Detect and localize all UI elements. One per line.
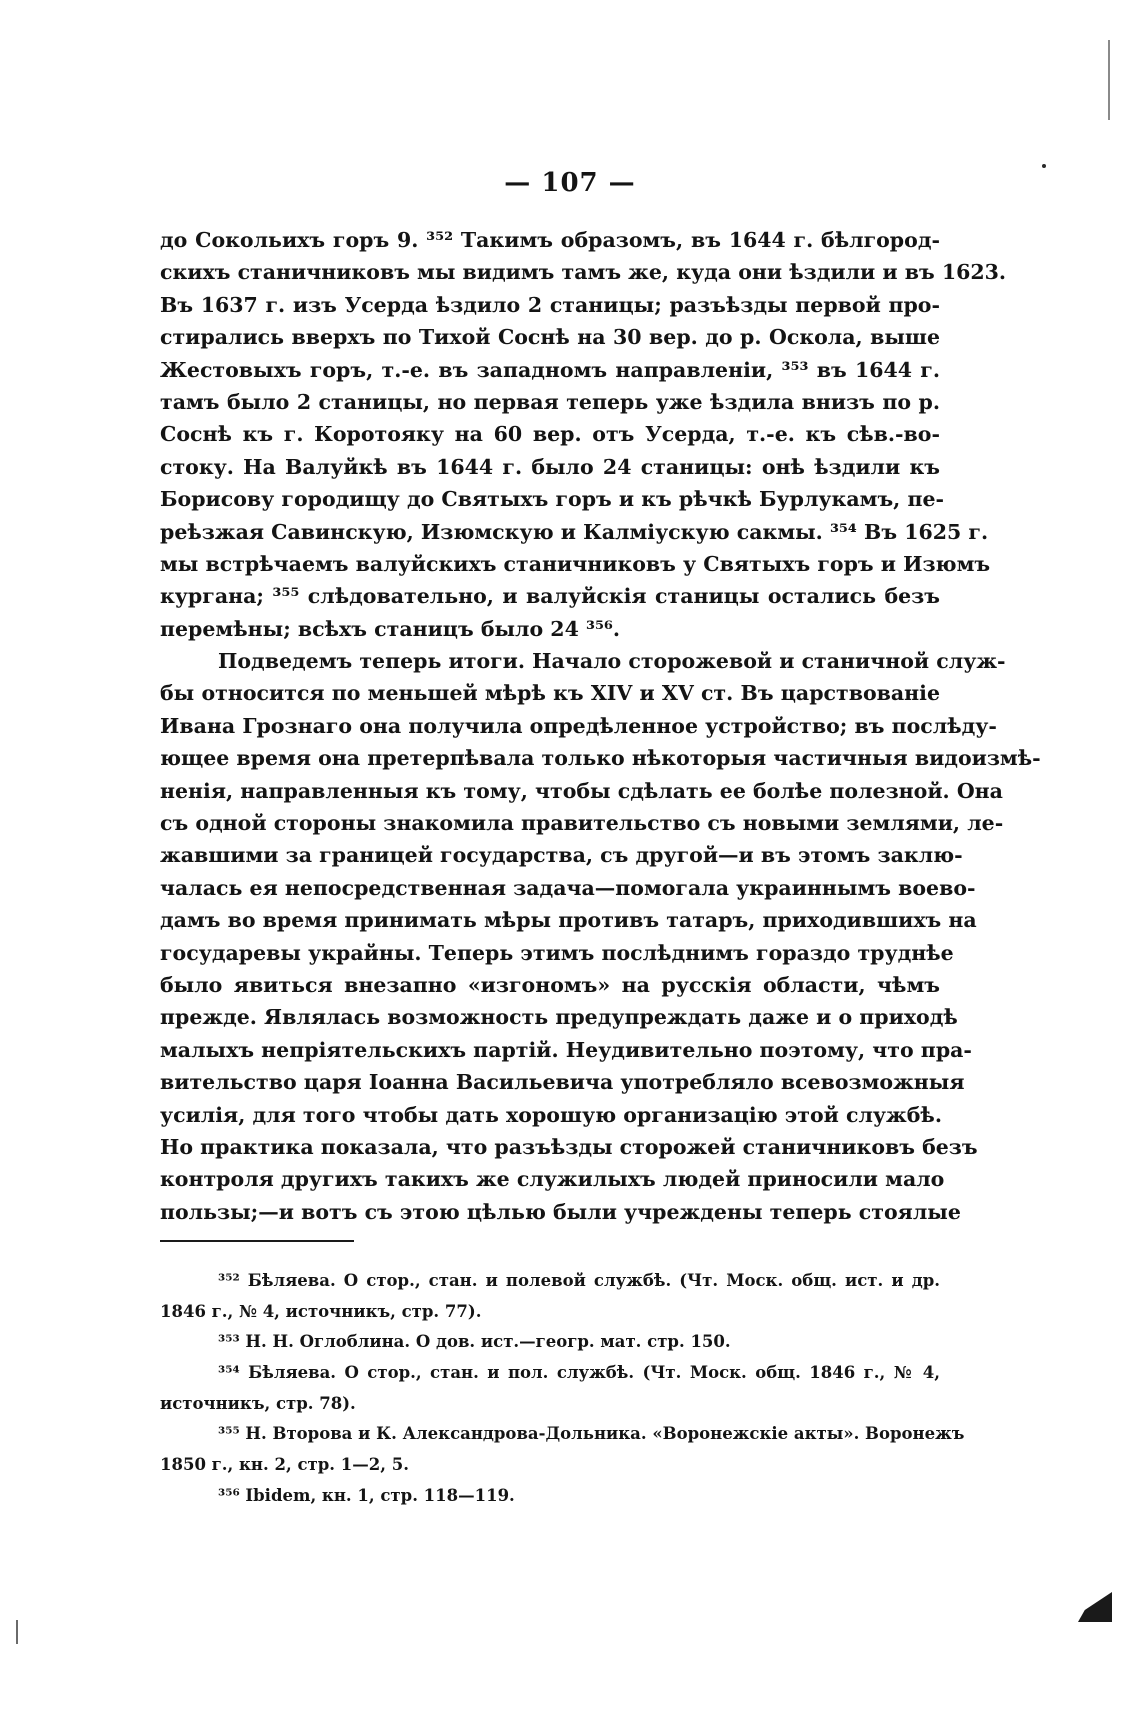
footnote-line: 1846 г., № 4, источникъ, стр. 77). (160, 1301, 482, 1321)
text-line: Ивана Грознаго она получила опредѣленное устройство; въ послѣду- (160, 713, 997, 738)
text-line: было явиться внезапно «изгономъ» на русскія области, чѣмъ (160, 972, 940, 997)
text-line: стоку. На Валуйкѣ въ 1644 г. было 24 станицы: онѣ ѣздили къ (160, 454, 940, 479)
text-line: государевы украйны. Теперь этимъ послѣднимъ гораздо труднѣе (160, 940, 954, 965)
text-line: перемѣны; всѣхъ станицъ было 24 ³⁵⁶. (160, 616, 621, 641)
footnote-line: ³⁵³ Н. Н. Оглоблина. О дов. ист.—геогр. мат. стр. 150. (218, 1332, 731, 1352)
footnote-line: ³⁵⁶ Ibidem, кн. 1, стр. 118—119. (218, 1485, 515, 1505)
text-line: Въ 1637 г. изъ Усерда ѣздило 2 станицы; разъѣзды первой про- (160, 292, 940, 317)
text-line: мы встрѣчаемъ валуйскихъ станичниковъ у Святыхъ горъ и Изюмъ (160, 551, 991, 576)
text-line: ющее время она претерпѣвала только нѣкоторыя частичныя видоизмѣ- (160, 746, 1041, 771)
footnote-line: ³⁵⁵ Н. Второва и К. Александрова-Дольника. «Воронежскіе акты». Воронежъ (218, 1424, 965, 1444)
text-line: стирались вверхъ по Тихой Соснѣ на 30 вер. до р. Оскола, выше (160, 325, 940, 350)
text-line: чалась ея непосредственная задача—помогала украиннымъ воево- (160, 875, 976, 900)
text-line: скихъ станичниковъ мы видимъ тамъ же, куда они ѣздили и въ 1623. (160, 260, 1007, 285)
paragraph-1 (160, 224, 1007, 645)
footnote-line: ³⁵² Бѣляева. О стор., стан. и полевой службѣ. (Чт. Моск. общ. ист. и др. (218, 1271, 940, 1290)
text-line: малыхъ непріятельскихъ партій. Неудивительно поэтому, что пра- (160, 1037, 972, 1062)
scan-dot (1042, 164, 1046, 168)
text-line: дамъ во время принимать мѣры противъ татаръ, приходившихъ на (160, 908, 977, 933)
text-line: реѣзжая Савинскую, Изюмскую и Калміускую сакмы. ³⁵⁴ Въ 1625 г. (160, 519, 989, 544)
text-line: кургана; ³⁵⁵ слѣдовательно, и валуйскія станицы остались безъ (160, 584, 940, 609)
scan-edge-mark (1108, 40, 1110, 120)
text-line: съ одной стороны знакомила правительство съ новыми землями, ле- (160, 811, 1004, 836)
text-line: тамъ было 2 станицы, но первая теперь уже ѣздила внизъ по р. (160, 389, 940, 414)
text-line: ненія, направленныя къ тому, чтобы сдѣлать ее болѣе полезной. Она (160, 778, 1003, 803)
text-line: до Сокольихъ горъ 9. ³⁵² Такимъ образомъ, въ 1644 г. бѣлгород- (160, 228, 940, 252)
text-line: пользы;—и вотъ съ этою цѣлью были учреждены теперь стоялые (160, 1199, 961, 1224)
text-line: Борисову городищу до Святыхъ горъ и къ рѣчкѣ Бурлукамъ, пе- (160, 487, 945, 512)
page-number: — 107 — (504, 168, 636, 198)
footnotes (160, 1266, 965, 1512)
text-line: усилія, для того чтобы дать хорошую организацію этой службѣ. (160, 1102, 942, 1127)
footnote-line: источникъ, стр. 78). (160, 1393, 356, 1413)
text-line: бы относится по меньшей мѣрѣ къ XIV и XV ст. Въ царствованіе (160, 681, 940, 706)
footnote-line: ³⁵⁴ Бѣляева. О стор., стан. и пол. службѣ. (Чт. Моск. общ. 1846 г., № 4, (218, 1363, 940, 1383)
text-line: Соснѣ къ г. Коротояку на 60 вер. отъ Усерда, т.-е. къ сѣв.-во- (160, 422, 940, 447)
body-text (160, 224, 1041, 1228)
footnote-separator (160, 1240, 354, 1242)
paragraph-2 (160, 645, 1041, 1228)
text-line: Но практика показала, что разъѣзды сторожей станичниковъ безъ (160, 1134, 978, 1159)
text-line: жавшими за границей государства, съ другой—и въ этомъ заклю- (160, 843, 963, 868)
text-line: вительство царя Іоанна Васильевича употребляло всевозможныя (160, 1070, 965, 1095)
text-line: контроля другихъ такихъ же служилыхъ людей приносили мало (160, 1167, 945, 1192)
text-line: прежде. Являлась возможность предупреждать даже и о приходѣ (160, 1005, 958, 1030)
footnote-line: 1850 г., кн. 2, стр. 1—2, 5. (160, 1455, 409, 1475)
text-line: Подведемъ теперь итоги. Начало сторожевой и станичной служ- (218, 649, 1006, 674)
scan-edge-mark (16, 1620, 18, 1644)
scan-corner-mark (1078, 1592, 1112, 1622)
text-line: Жестовыхъ горъ, т.-е. въ западномъ направленіи, ³⁵³ въ 1644 г. (160, 357, 940, 382)
